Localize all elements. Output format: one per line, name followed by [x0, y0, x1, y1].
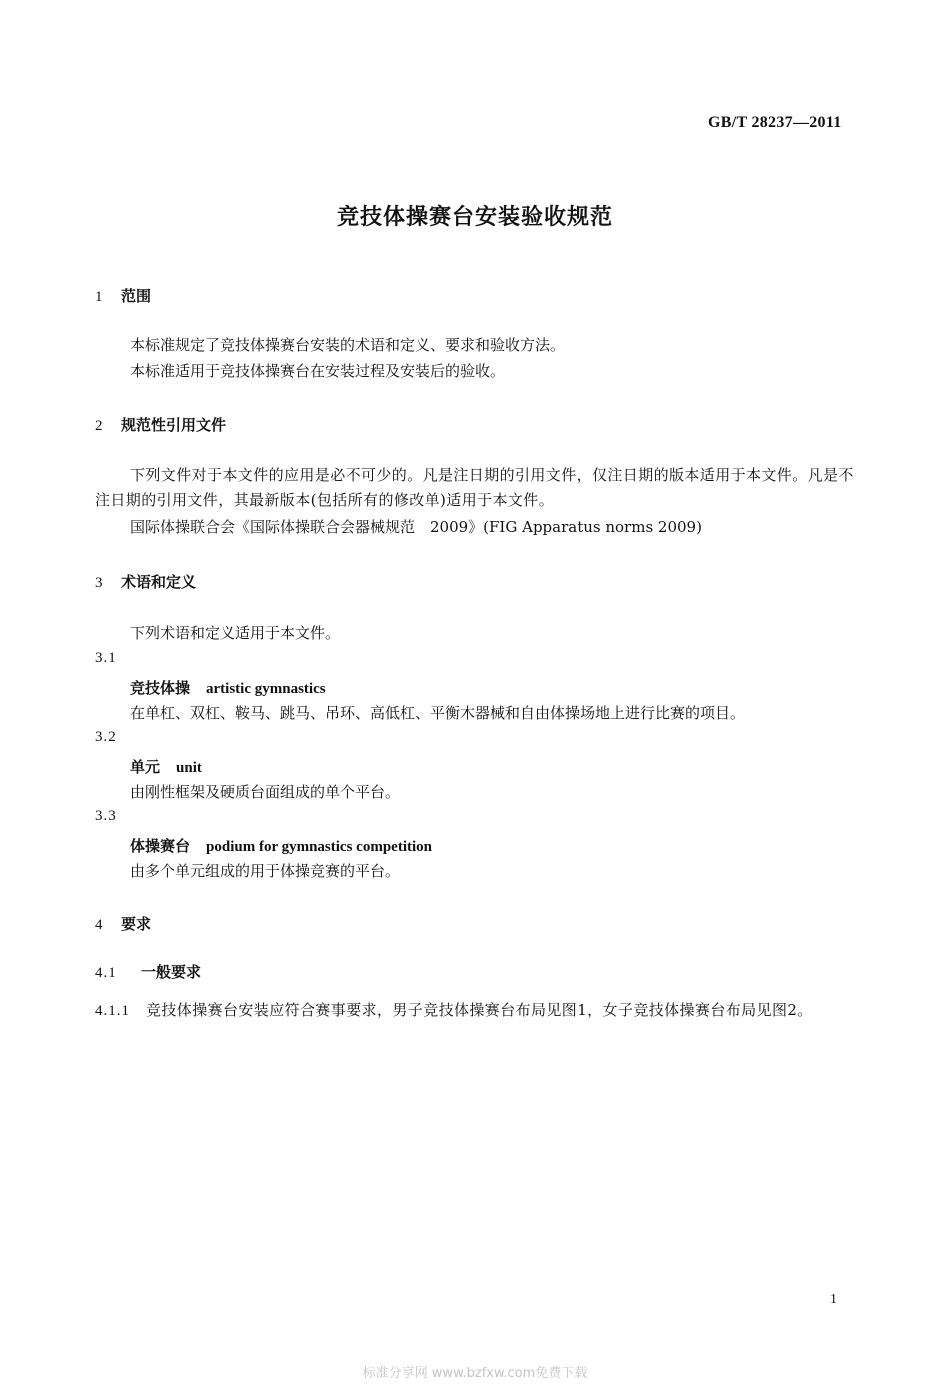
watermark: 标准分享网 www.bzfxw.com免费下载 [362, 1366, 588, 1381]
section-title: 要求 [121, 915, 152, 933]
terms-intro: 下列术语和定义适用于本文件。 [130, 624, 341, 642]
section-heading-scope [95, 285, 151, 306]
document-title: 竞技体操赛台安装验收规范 [336, 205, 613, 230]
section-number: 3 [95, 575, 103, 591]
scope-paragraph-1: 本标准规定了竞技体操赛台安装的术语和定义、要求和验收方法。 [130, 336, 566, 354]
subsection-number: 4.1 [95, 965, 117, 981]
section-heading-references [95, 414, 226, 435]
standard-code: GB/T 28237—2011 [708, 114, 842, 131]
term-cn: 体操赛台 [130, 837, 191, 855]
term-cn: 单元 [130, 758, 161, 776]
term-en: artistic gymnastics [206, 681, 326, 697]
term-heading [130, 756, 202, 777]
clause-number: 4.1.1 [95, 1003, 130, 1019]
term-number: 3.1 [95, 650, 117, 666]
section-heading-requirements [95, 913, 151, 934]
subsection-heading-general [95, 961, 201, 982]
subsection-title: 一般要求 [141, 963, 202, 981]
clause-4-1-1 [95, 998, 862, 1024]
references-paragraph-2: 国际体操联合会《国际体操联合会器械规范 2009》(FIG Apparatus norms 2009) [130, 518, 702, 536]
section-number: 4 [95, 917, 103, 933]
section-heading-terms [95, 571, 196, 592]
term-definition: 在单杠、双杠、鞍马、跳马、吊环、高低杠、平衡木器械和自由体操场地上进行比赛的项目。 [130, 704, 746, 722]
scope-paragraph-2: 本标准适用于竞技体操赛台在安装过程及安装后的验收。 [130, 362, 506, 380]
references-paragraph-1: 下列文件对于本文件的应用是必不可少的。凡是注日期的引用文件，仅注日期的版本适用于本文件。凡是不注日期的引用文件，其最新版本(包括所有的修改单)适用于本文件。 [95, 466, 854, 509]
section-number: 2 [95, 418, 103, 434]
term-en: unit [176, 760, 202, 776]
term-definition: 由刚性框架及硬质台面组成的单个平台。 [130, 783, 401, 801]
clause-text: 竞技体操赛台安装应符合赛事要求，男子竞技体操赛台布局见图1，女子竞技体操赛台布局见图2。 [146, 1001, 813, 1019]
term-number: 3.2 [95, 729, 117, 745]
term-cn: 竞技体操 [130, 679, 191, 697]
term-definition: 由多个单元组成的用于体操竞赛的平台。 [130, 862, 401, 880]
term-number: 3.3 [95, 808, 117, 824]
section-title: 范围 [121, 287, 152, 305]
page-number: 1 [830, 1292, 837, 1307]
term-heading [130, 835, 432, 856]
term-en: podium for gymnastics competition [206, 839, 432, 855]
term-heading [130, 677, 326, 698]
section-title: 术语和定义 [121, 573, 197, 591]
section-number: 1 [95, 289, 103, 305]
section-title: 规范性引用文件 [121, 416, 227, 434]
